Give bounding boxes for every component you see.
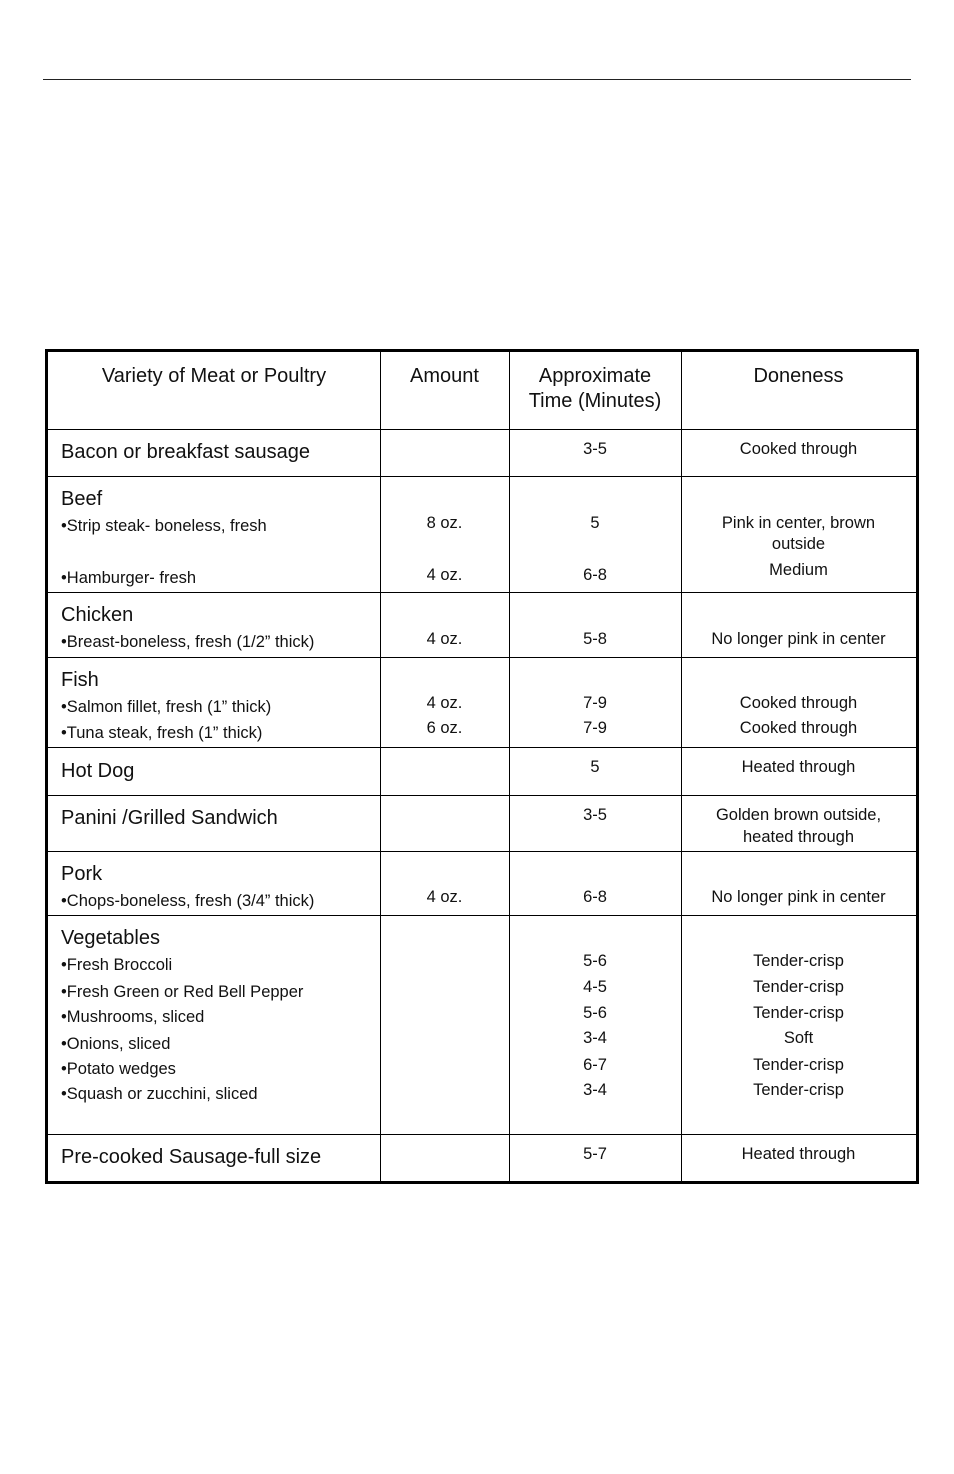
veg-item-label: •Mushrooms, sliced: [61, 1008, 205, 1026]
veg-item-time: 5-6: [583, 1004, 607, 1022]
pork-chops-label: •Chops-boneless, fresh (3/4” thick): [61, 892, 315, 910]
row-panini-doneness-line1: Golden brown outside,: [715, 806, 882, 824]
header-doneness: Doneness: [753, 365, 844, 387]
row-fish-name: Fish: [61, 669, 99, 691]
cooking-chart-table: [45, 349, 919, 1184]
beef-hamburger-label: •Hamburger- fresh: [61, 569, 197, 587]
chicken-breast-amount: 4 oz.: [426, 630, 463, 648]
fish-tuna-doneness: Cooked through: [739, 719, 858, 737]
fish-salmon-time: 7-9: [583, 694, 607, 712]
top-rule: [43, 79, 911, 80]
header-time-line2: Time (Minutes): [528, 390, 662, 412]
row-bacon-name: Bacon or breakfast sausage: [61, 441, 311, 463]
beef-hamburger-time: 6-8: [583, 566, 607, 584]
row-precooked-doneness: Heated through: [741, 1145, 856, 1163]
row-divider: [48, 795, 916, 796]
fish-tuna-time: 7-9: [583, 719, 607, 737]
header-amount: Amount: [410, 365, 479, 387]
veg-item-doneness: Tender-crisp: [753, 1056, 844, 1074]
row-chicken-name: Chicken: [61, 604, 134, 626]
beef-strip-time: 5: [590, 514, 600, 532]
row-precooked-time: 5-7: [583, 1145, 607, 1163]
row-hotdog-time: 5: [590, 758, 600, 776]
beef-hamburger-doneness: Medium: [769, 561, 828, 579]
veg-item-doneness: Tender-crisp: [753, 1004, 844, 1022]
row-divider: [48, 657, 916, 658]
pork-chops-doneness: No longer pink in center: [711, 888, 886, 906]
chicken-breast-doneness: No longer pink in center: [711, 630, 886, 648]
fish-salmon-label: •Salmon fillet, fresh (1” thick): [61, 698, 272, 716]
veg-item-label: •Onions, sliced: [61, 1035, 171, 1053]
row-divider: [48, 915, 916, 916]
row-panini-doneness-line2: heated through: [742, 828, 854, 846]
pork-chops-time: 6-8: [583, 888, 607, 906]
row-divider: [48, 592, 916, 593]
header-variety: Variety of Meat or Poultry: [101, 365, 327, 387]
row-bacon-doneness: Cooked through: [739, 440, 858, 458]
veg-item-time: 4-5: [583, 978, 607, 996]
veg-item-doneness: Tender-crisp: [753, 952, 844, 970]
veg-item-doneness: Soft: [783, 1029, 814, 1047]
veg-item-time: 6-7: [583, 1056, 607, 1074]
row-hotdog-name: Hot Dog: [61, 760, 135, 782]
row-precooked-name: Pre-cooked Sausage-full size: [61, 1146, 322, 1168]
beef-strip-doneness-line2: outside: [771, 535, 826, 553]
row-divider: [48, 1134, 916, 1135]
row-bacon-time: 3-5: [583, 440, 607, 458]
beef-strip-amount: 8 oz.: [426, 514, 463, 532]
veg-item-time: 3-4: [583, 1029, 607, 1047]
row-hotdog-doneness: Heated through: [741, 758, 856, 776]
row-pork-name: Pork: [61, 863, 103, 885]
fish-salmon-amount: 4 oz.: [426, 694, 463, 712]
fish-tuna-label: •Tuna steak, fresh (1” thick): [61, 724, 263, 742]
row-divider: [48, 851, 916, 852]
row-divider: [48, 476, 916, 477]
beef-strip-label: •Strip steak- boneless, fresh: [61, 517, 267, 535]
row-beef-name: Beef: [61, 488, 103, 510]
row-panini-name: Panini /Grilled Sandwich: [61, 807, 278, 829]
veg-item-doneness: Tender-crisp: [753, 978, 844, 996]
veg-item-time: 5-6: [583, 952, 607, 970]
row-panini-time: 3-5: [583, 806, 607, 824]
chicken-breast-label: •Breast-boneless, fresh (1/2” thick): [61, 633, 315, 651]
fish-salmon-doneness: Cooked through: [739, 694, 858, 712]
row-divider: [48, 747, 916, 748]
chicken-breast-time: 5-8: [583, 630, 607, 648]
veg-item-label: •Fresh Green or Red Bell Pepper: [61, 983, 304, 1001]
row-vegetables-name: Vegetables: [61, 927, 160, 949]
veg-item-time: 3-4: [583, 1081, 607, 1099]
row-divider: [48, 429, 916, 430]
veg-item-label: •Fresh Broccoli: [61, 956, 173, 974]
veg-item-label: •Squash or zucchini, sliced: [61, 1085, 258, 1103]
header-time-line1: Approximate: [538, 365, 652, 387]
beef-hamburger-amount: 4 oz.: [426, 566, 463, 584]
beef-strip-doneness-line1: Pink in center, brown: [721, 514, 876, 532]
fish-tuna-amount: 6 oz.: [426, 719, 463, 737]
veg-item-doneness: Tender-crisp: [753, 1081, 844, 1099]
pork-chops-amount: 4 oz.: [426, 888, 463, 906]
veg-item-label: •Potato wedges: [61, 1060, 176, 1078]
